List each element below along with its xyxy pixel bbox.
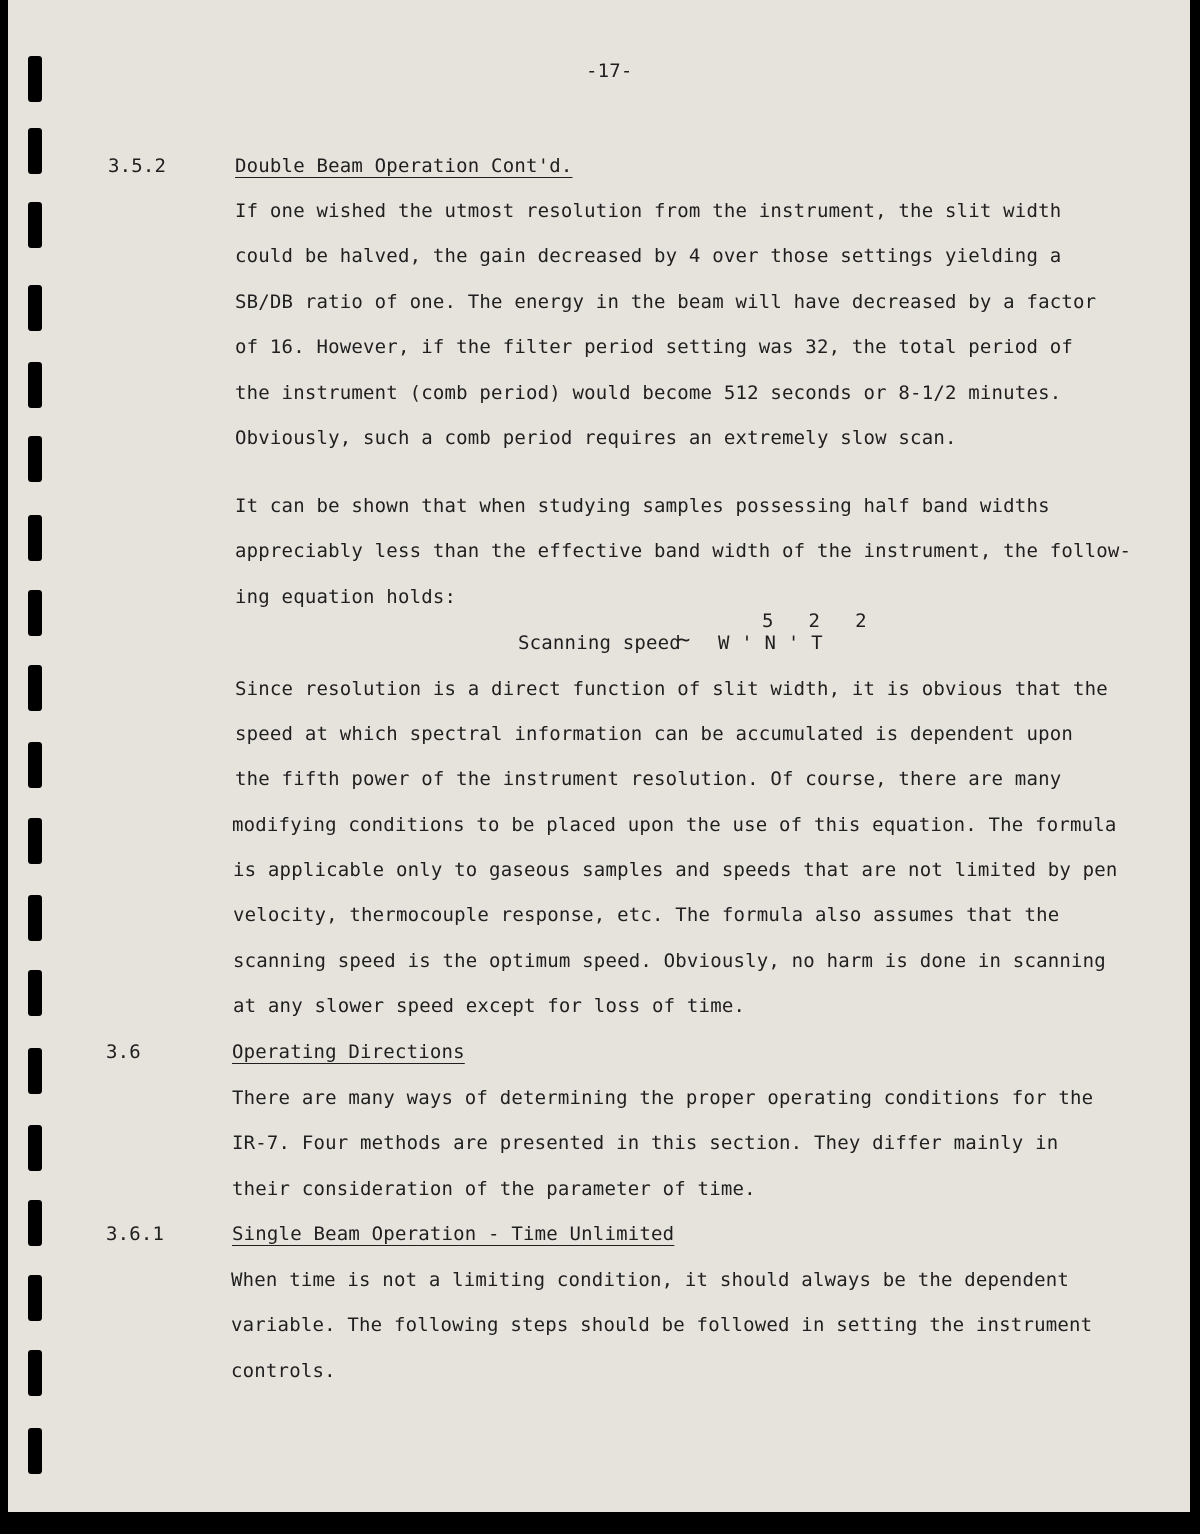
text-line: controls.	[231, 1360, 336, 1382]
binder-hole	[28, 436, 42, 482]
text-line: Obviously, such a comb period requires an extremely slow scan.	[235, 427, 957, 449]
text-line: IR-7. Four methods are presented in this section. They differ mainly in	[232, 1132, 1059, 1154]
section-heading: Double Beam Operation Cont'd.	[235, 155, 573, 177]
text-line: could be halved, the gain decreased by 4 over those settings yielding a	[235, 245, 1062, 267]
section-number: 3.5.2	[108, 155, 167, 177]
binder-hole	[28, 665, 42, 711]
section-number: 3.6.1	[106, 1223, 165, 1245]
text-line: their consideration of the parameter of time.	[232, 1178, 756, 1200]
binder-hole	[28, 818, 42, 864]
binder-hole	[28, 56, 42, 102]
binder-hole	[28, 202, 42, 248]
binder-hole	[28, 895, 42, 941]
binder-hole	[28, 285, 42, 331]
section-heading: Operating Directions	[232, 1041, 465, 1063]
binder-hole	[28, 1350, 42, 1396]
equation-label: Scanning speed	[518, 632, 681, 654]
section-heading: Single Beam Operation - Time Unlimited	[232, 1223, 675, 1245]
text-line: It can be shown that when studying samples possessing half band widths	[235, 495, 1050, 517]
text-line: ing equation holds:	[235, 586, 457, 608]
equation-exponents: 5 2 2	[762, 610, 867, 632]
binder-hole	[28, 1125, 42, 1171]
proportional-symbol: ~	[677, 628, 691, 653]
text-line: velocity, thermocouple response, etc. The formula also assumes that the	[233, 904, 1060, 926]
binder-hole	[28, 970, 42, 1016]
text-line: There are many ways of determining the proper operating conditions for the	[232, 1087, 1094, 1109]
binder-hole	[28, 1275, 42, 1321]
page-number: -17-	[586, 60, 633, 82]
binder-hole	[28, 1048, 42, 1094]
text-line: of 16. However, if the filter period setting was 32, the total period of	[235, 336, 1074, 358]
text-line: the fifth power of the instrument resolution. Of course, there are many	[235, 768, 1062, 790]
text-line: If one wished the utmost resolution from the instrument, the slit width	[235, 200, 1062, 222]
binder-hole	[28, 590, 42, 636]
text-line: the instrument (comb period) would become 512 seconds or 8-1/2 minutes.	[235, 382, 1062, 404]
text-line: Since resolution is a direct function of slit width, it is obvious that the	[235, 678, 1108, 700]
binder-hole	[28, 1428, 42, 1474]
text-line: is applicable only to gaseous samples and speeds that are not limited by pen	[233, 859, 1118, 881]
binder-hole	[28, 742, 42, 788]
text-line: modifying conditions to be placed upon the use of this equation. The formula	[232, 814, 1117, 836]
text-line: scanning speed is the optimum speed. Obviously, no harm is done in scanning	[233, 950, 1106, 972]
binder-hole	[28, 515, 42, 561]
text-line: variable. The following steps should be followed in setting the instrument	[231, 1314, 1093, 1336]
binder-hole	[28, 362, 42, 408]
binder-hole	[28, 1200, 42, 1246]
text-line: appreciably less than the effective band width of the instrument, the follow-	[235, 540, 1132, 562]
section-number: 3.6	[106, 1041, 141, 1063]
text-line: When time is not a limiting condition, it should always be the dependent	[231, 1269, 1070, 1291]
text-line: SB/DB ratio of one. The energy in the beam will have decreased by a factor	[235, 291, 1097, 313]
equation-terms: W ' N ' T	[718, 632, 823, 654]
binder-hole	[28, 128, 42, 174]
text-line: speed at which spectral information can be accumulated is dependent upon	[235, 723, 1074, 745]
text-line: at any slower speed except for loss of time.	[233, 995, 746, 1017]
